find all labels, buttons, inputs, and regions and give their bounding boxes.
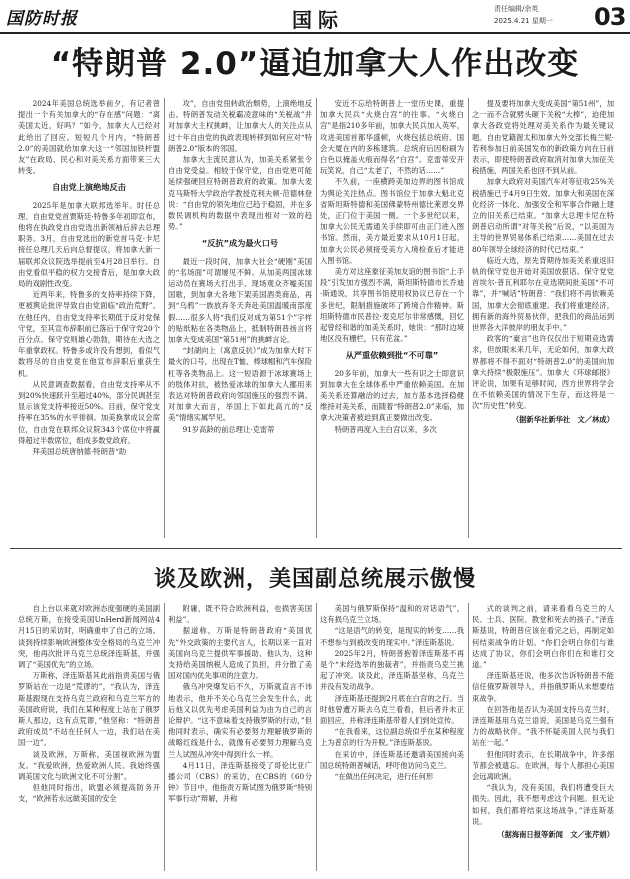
masthead <box>0 0 630 40</box>
column-divider <box>164 603 165 871</box>
paragraph: 提及要将加拿大变成美国“第51州”，加之一而不合就劈头砸下关税“大棒”，迫使加拿大各政党将处理对美关系作为最关键议题。自由党籍渥太和加拿大外交部长梅兰妮·若利参加日前美国发布的新政策方向在日前表示，即使特朗普政府取消对加拿大加征关税措施，两国关系也回不到从前。 <box>472 99 614 176</box>
paragraph: 式的谈判之前，请来看看乌克兰的人民、士兵、医院、教堂和死去的孩子。”泽连斯基说，特朗普应该在看完之后，再制定如何结束战争的计划。“你们会明白你们与谁达成了协议，你们会明白你们在和谁打交道。” <box>472 604 614 670</box>
paragraph: 据道称，万斯是特朗普政府“美国优先”外交政策的主要代言人，长期以来一直对美国向乌克兰提供军事援助、他认为，这种支持给美国纳税人造成了负担，并分散了美国对国内优先事项的注意力。 <box>168 626 312 681</box>
paragraph: 加拿大政府对美国汽车对等征收25%关税措施已于4月9日生效。加拿大和美国在深化经济一体化、加强安全和军事合作融上建立的旧关系已结束。“加拿大总理卡尼在特朗普启动所谓“对等关税”后说，“以美国为主导的世界贸易体系已结束……美国在过去80年领导全球经济的时代已结束。” <box>472 177 614 254</box>
paragraph: 附庸，既不符合欧洲利益，也损害美国利益”。 <box>168 604 312 625</box>
paragraph: 俄乌冲突爆发后不久，万斯就直言不讳地表示，他并不关心乌克兰会发生什么，此后他又以优先考虑美国利益为由为自己的言论辩护。“这不意味着支持俄罗斯的行动，”但他同时表示，确实有必要努力理解俄罗斯的战略红线是什么，就像有必要努力理解乌克兰人试图从冲突中得到什么一样。 <box>168 682 312 759</box>
column-divider <box>468 98 469 538</box>
subheading: “反抗”成为最火口号 <box>201 238 279 249</box>
paragraph: “我认为，没有美国，我们将遭受巨大损失。因此，我不想考虑这个问题。但无论如何，我们都将结束这场战争。”泽连斯基说。 <box>472 783 614 826</box>
paragraph: “在做出任何决定，进行任何形 <box>334 772 434 782</box>
subheading: 自由党上演绝地反击 <box>52 182 126 193</box>
article1-column-1 <box>18 98 160 538</box>
paragraph: 安近不忘给特朗普上一堂历史课，重提加拿大民兵“火烧白宫”的往事。“火烧白宫”是指210多年前，加拿大民兵加入英军，攻进美国首都华盛顿，火烧包括总统府、国会大厦在内的多栋建筑。总统府后因粉刷为白色以掩盖火痕而得名“白宫”。克雷蒂安开玩笑说，自己“太老了，不然的话……” <box>320 99 464 176</box>
paragraph: 自上台以来就对欧洲态度强硬的美国副总统万斯，在接受美国UnHerd新闻网站4月15日的采访时，明确重申了自己的立场。谈到持续影响欧洲整体安全格局的乌克兰冲突，他再次批评乌克兰总统泽连斯基，并强调了“美国优先”的立场。 <box>18 604 160 670</box>
article1-column-2 <box>168 98 312 538</box>
byline: （据海南日报等新闻 文／张芹娟） <box>497 830 614 840</box>
masthead-rule <box>0 32 630 34</box>
paragraph: 美国与俄罗斯保持“温和的对话语气”，这有损乌克兰立场。 <box>320 604 464 625</box>
column-divider <box>316 603 317 871</box>
paragraph: 2025年2月，特朗普抱着泽连斯基不再是个“未经选举的独裁者”，并指责乌克兰挑起了冲突。谈及此，泽连斯基坚称，乌克兰并没有发动战争。 <box>320 648 464 692</box>
paragraph: 从民意调查数据看，自由党支持率从不到20%快速跃升至超过40%，部分民调甚至显示该党支持率接近50%。目前，保守党支持率在35%的水平徘徊。加美换掌成议会席位，自由党在联邦众议院343个席位中将赢得超过半数席位，组成多数党政府。 <box>18 379 160 445</box>
paragraph: 攻”，自由党扭转政治颓势，上演绝地反击。特朗普发动关税霸凌意味的“关税战”并对加拿大主权挑衅，让加拿大人的关注点从过十年自由党的执政表现转移到如何应对“特朗普2.0”版本的邻国。 <box>168 99 312 153</box>
page-number: 03 <box>594 3 626 31</box>
paragraph: 4月11日，泽连斯基接受了哥伦比亚广播公司（CBS）的采访，在CBS的《60分钟》节目中，他指责万斯试图为俄罗斯“特别军事行动”辩解，并称 <box>168 760 312 804</box>
paragraph: 政客的“豪言”也许仅仅出于短期竞选需求，但放眼未来几年，无论如何，加拿大政界都将不得不面对“特朗普2.0”的美国向加拿大持续“极限施压”。加拿大《环球邮报》评论说，加果有足够时间，西方世界将学会在不依赖美国的情况下生存，而这将是一次“历史性”转变。 <box>472 334 614 411</box>
article2-column-3 <box>320 603 464 871</box>
paragraph: 但他同时表示，在长期战争中，许多细节都会被遗忘。在欧洲，每个人都担心美国会远离欧洲。 <box>472 749 614 782</box>
paragraph: 特朗普再度入主白宫以来，多次 <box>334 424 437 434</box>
column-divider <box>316 98 317 538</box>
paragraph: 谈及欧洲，万斯称，美国视欧洲为盟友。“我爱欧洲，热爱欧洲人民。我始终强调美国文化与欧洲文化不可分割”。 <box>18 749 160 782</box>
article2-column-4 <box>472 603 614 871</box>
paragraph: 不久前，一座横跨美加边界的图书馆成为舆论关注热点。图书馆位于加拿大魁北克省斯坦斯特德和美国佛蒙特州德比莱恩交界处，正门位于美国一侧。一个多世纪以来，加拿大公民无需通关手续即可由正门进入图书馆。然而，美方最近要求从10月1日起，加拿大公民必须接受美方入境检查后才能进入图书馆。 <box>320 177 464 265</box>
paragraph: “这是语气的转变，是现实的转变……我不想参与到被改变的现实中。”泽连斯基说。 <box>320 626 464 647</box>
paragraph: 但他同时指出，欧盟必须提高防务开支，“欧洲若永远做美国的安全 <box>18 783 160 804</box>
paragraph: 近两年来，特鲁多的支持率持续下降，更被舆论批评导致自由党面临“政治荒野”。在他任内，自由党支持率长期低于反对党保守党，至其宣布辞职前已落后于保守党20个百分点。保守党则雄心勃勃，期待在大选之年重掌政权。特鲁多或许没有想到，看似气数将尽的自由党竟在他宣布辞职后重获生机。 <box>18 290 160 378</box>
paragraph: 20多年前，加拿大一些有识之士即意识到加拿大在全球体系中严重依赖美国。在加美关系还算融洽的过去，加方基本选择稳健维持对美关系，而随着“特朗普2.0”来临，加拿大决策者被迫到真正要做出改变。 <box>320 368 464 423</box>
subheading: 从严重依赖到批“不可靠” <box>345 350 439 361</box>
article1-column-3 <box>320 98 464 538</box>
paragraph: 泽连斯基还说，他多次告诉特朗普不能信任俄罗斯领导人，并指俄罗斯从未想要结束战争。 <box>472 671 614 703</box>
editor-credit: 责任编辑/余英 <box>494 5 539 13</box>
paragraph: 2024年美国总统选举前夕，有记者曾提出一个有关加拿大的“存在感”问题：“离美国太近，好吗？”如今，加拿大人已经对此给出了回应。短短几个月内，“特朗普 2.0”的美国就给加拿大这一“邻国加铁杆盟友”在政局、民心和对美关系方面带来三大转变。 <box>18 99 160 176</box>
section-label: 国际 <box>292 8 344 32</box>
article-separator <box>10 548 622 549</box>
paragraph: “封湖向上（寓意反抗）”成为加拿大时下最火的口号，出现在T恤、棒球帽和汽车保险杠等各类物品上。这一短语源于冰球赛场上的肢体对抗，被热爱冰球的加拿大人挪用来表达对特朗普政府向邻国施压的强烈不满。对加拿大而言，举国上下如此高亢的“反美”情绪实属罕见。 <box>168 346 312 423</box>
issue-date: 2025.4.21 星期一 <box>494 17 553 25</box>
paragraph: 在采访中，泽连斯基还邀请美国接向美国总统特朗普喊话，呼吁他访问乌克兰。 <box>320 749 464 770</box>
paragraph: 拜美国总统唐纳德·特朗普“助 <box>32 447 127 457</box>
article2-column-2 <box>168 603 312 871</box>
paragraph: 91岁高龄的前总理让·克雷蒂 <box>182 424 275 434</box>
article2-column-1 <box>18 603 160 871</box>
paragraph: 美方对这座象征美加友谊的图书馆“上手段”引发加方强烈不满，斯坦斯特德市长乔迪·斯通说，共享图书馆使用权协议已存在一个多世纪，限制措施破坏了跨境合作精神。斯坦斯特德市民普拉·麦克尼尔非常感慨，回忆起曾经和谐的加美关系时，她说：“那时边境地区没有栅栏，只有花盆。” <box>320 267 464 344</box>
paragraph: 加拿大主流民意认为，加美关系紧张令自由党受益。相较于保守党，自由党更可能延续强硬回应特朗普政府的政策。加拿大麦克马斯特大学政治学教授克利夫顿·范德林登说：“自由党的领先地位已趋于稳固，并在多数民调机构的数据中表现出相对一致的趋势。” <box>168 155 312 232</box>
paragraph: “在我看来，这位副总统似乎在某种程度上为普京的行为开脱。”泽连斯基说。 <box>320 727 464 748</box>
article1-headline: “特朗普 2.0”逼迫加拿大人作出改变 <box>50 46 580 82</box>
newspaper-logo: 国防时报 <box>6 9 78 29</box>
paragraph: 在回答他是否认为美国支持乌克兰时，泽连斯基用乌克兰语说，美国是乌克兰强有力的战略伙伴。“我不怀疑美国人民与我们站在一起。” <box>472 704 614 748</box>
article2-headline: 谈及欧洲，美国副总统展示傲慢 <box>153 567 476 592</box>
column-divider <box>164 98 165 538</box>
article1-column-4 <box>472 98 614 538</box>
byline: （据新华社新华社 文／林成） <box>511 414 614 424</box>
paragraph: 最近一段时间，加拿大社会“硬刚”美国的“名场面”可谓屡见不鲜。从加美两国冰球运动员在赛场大打出手、现场观众齐嘘美国国歌，到加拿大各地下架美国酒类商品，再到“乌鸦”一族放弃冬天奔赴美国温暖南部度假……很多人将“我们反对成为第51个”字样的贴纸粘在各类物品上，抵制特朗普扬言将加拿大变成美国“第51州”的挑衅言论。 <box>168 256 312 345</box>
paragraph: 临近大选，原先背期待加美关系重返旧轨的保守党也开始对美国放狠话。保守党党首埃尔·普瓦利耶尔在竞选期间批美国“不可靠”，并“喊话”特朗普：“我们将不再依赖美国，加拿大会彻底重建。我们将重建经济，拥有新的海外贸易伙伴，把我们的商品运到世界各大洋彼岸的朋友手中。” <box>472 255 614 333</box>
paragraph: 2025年是加拿大联邦选举年。时任总理、自由党党首贾斯廷·特鲁多年初即宣布，他将在执政党自由党选出新领袖后辞去总理职务。3月，自由党选出的新党首马克·卡尼接任总理几天后向总督提议，将加拿大新一届联邦众议院选举提前至4月28日举行。自由党看似平稳的权力交接背后，是加拿大政局的戏剧性改变。 <box>18 200 160 289</box>
paragraph: 泽连斯基还提到2月底在白宫的之行。当时他曾遭万斯去乌克兰看看，但后者并未正面回应，并称泽连斯基带着人们到处宣传。 <box>320 693 464 726</box>
column-divider <box>468 603 469 871</box>
paragraph: 万斯称，泽连斯基其此前指责美国与俄罗斯站在一边是“荒谬的”，“我认为，泽连斯基跟现在支持乌克兰政府和乌克兰军方的美国政府说，我们在某种程度上站在了俄罗斯人那边，这有点荒谬，”他坚称：“特朗普政府成员”不站在任何人一边，我们站在美国一边”。 <box>18 671 160 748</box>
